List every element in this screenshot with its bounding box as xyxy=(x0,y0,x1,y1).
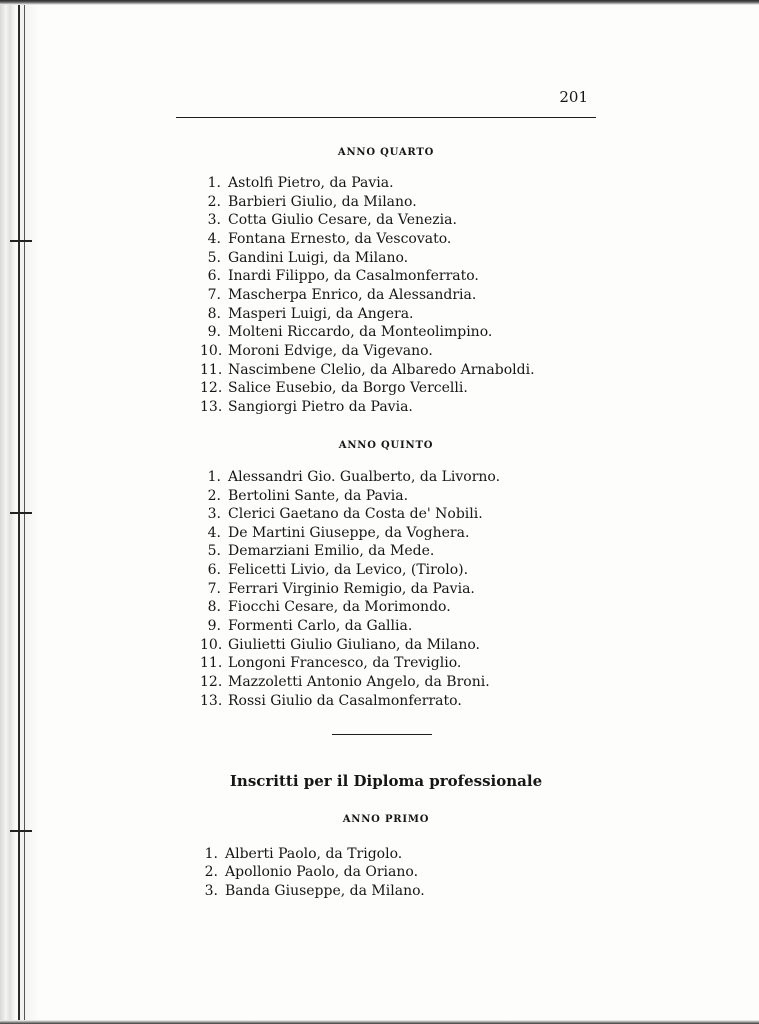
item-text: Moroni Edvige, da Vigevano. xyxy=(228,343,433,359)
item-text: Sangiorgi Pietro da Pavia. xyxy=(228,399,413,415)
item-number: 13. xyxy=(200,399,223,415)
item-text: Mazzoletti Antonio Angelo, da Broni. xyxy=(228,674,490,690)
item-number: 7. xyxy=(207,287,221,303)
item-text: Alessandri Gio. Gualberto, da Livorno. xyxy=(228,469,501,485)
item-number: 5. xyxy=(207,543,221,559)
list-item xyxy=(200,524,469,543)
list-item xyxy=(200,617,412,636)
item-number: 7. xyxy=(207,581,221,597)
list-item xyxy=(200,361,535,380)
item-number: 12. xyxy=(200,380,223,396)
item-number: 3. xyxy=(204,883,218,899)
item-text: Rossi Giulio da Casalmonferrato. xyxy=(228,693,462,709)
section-heading-anno-primo: ANNO PRIMO xyxy=(342,814,430,825)
item-number: 2. xyxy=(207,194,221,210)
list-item xyxy=(200,636,480,655)
item-number: 13. xyxy=(200,693,223,709)
item-number: 4. xyxy=(207,525,221,541)
item-number: 10. xyxy=(200,637,223,653)
item-text: Molteni Riccardo, da Monteolimpino. xyxy=(228,324,493,340)
list-item xyxy=(200,598,451,617)
list-item xyxy=(200,673,490,692)
list-item xyxy=(200,580,475,599)
list-item xyxy=(200,323,492,342)
list-item xyxy=(197,845,402,864)
item-text: Mascherpa Enrico, da Alessandria. xyxy=(228,287,477,303)
item-text: Clerici Gaetano da Costa de' Nobili. xyxy=(228,506,483,522)
list-item xyxy=(200,487,408,506)
list-item xyxy=(200,398,413,417)
page-top-edge xyxy=(0,0,759,5)
item-number: 8. xyxy=(207,599,221,615)
item-number: 4. xyxy=(207,231,221,247)
item-text: Formenti Carlo, da Gallia. xyxy=(228,618,413,634)
item-text: Ferrari Virginio Remigio, da Pavia. xyxy=(228,581,475,597)
item-text: Barbieri Giulio, da Milano. xyxy=(228,194,417,210)
item-number: 1. xyxy=(207,469,221,485)
section-heading-anno-quarto: ANNO QUARTO xyxy=(337,147,435,158)
list-item xyxy=(200,230,451,249)
list-item xyxy=(200,305,414,324)
item-number: 9. xyxy=(207,618,221,634)
item-number: 1. xyxy=(207,175,221,191)
list-item xyxy=(200,692,462,711)
item-text: De Martini Giuseppe, da Voghera. xyxy=(228,525,470,541)
item-text: Inardi Filippo, da Casalmonferrato. xyxy=(228,268,479,284)
item-number: 8. xyxy=(207,306,221,322)
item-text: Salice Eusebio, da Borgo Vercelli. xyxy=(228,380,468,396)
list-item xyxy=(200,468,500,487)
page-bottom-edge xyxy=(0,1020,759,1024)
item-text: Demarziani Emilio, da Mede. xyxy=(228,543,435,559)
item-number: 5. xyxy=(207,250,221,266)
list-item xyxy=(200,561,468,580)
item-text: Fiocchi Cesare, da Morimondo. xyxy=(228,599,451,615)
item-text: Giulietti Giulio Giuliano, da Milano. xyxy=(228,637,480,653)
item-number: 6. xyxy=(207,268,221,284)
item-number: 3. xyxy=(207,212,221,228)
item-text: Gandini Luigi, da Milano. xyxy=(228,250,409,266)
section-separator-rule xyxy=(332,734,432,735)
item-text: Felicetti Livio, da Levico, (Tirolo). xyxy=(228,562,469,578)
diploma-title: Inscritti per il Diploma professionale xyxy=(229,772,543,790)
item-text: Masperi Luigi, da Angera. xyxy=(228,306,414,322)
list-item xyxy=(200,174,394,193)
item-text: Banda Giuseppe, da Milano. xyxy=(225,883,425,899)
item-text: Fontana Ernesto, da Vescovato. xyxy=(228,231,452,247)
item-number: 1. xyxy=(204,846,218,862)
item-text: Bertolini Sante, da Pavia. xyxy=(228,488,409,504)
binding-mark xyxy=(10,512,32,514)
binding-mark xyxy=(10,240,32,242)
item-text: Apollonio Paolo, da Oriano. xyxy=(225,864,419,880)
list-item xyxy=(200,379,468,398)
item-number: 9. xyxy=(207,324,221,340)
section-heading-anno-quinto: ANNO QUINTO xyxy=(338,440,434,451)
item-text: Alberti Paolo, da Trigolo. xyxy=(225,846,403,862)
list-item xyxy=(200,542,434,561)
item-number: 3. xyxy=(207,506,221,522)
item-number: 6. xyxy=(207,562,221,578)
list-item xyxy=(197,882,425,901)
list-item xyxy=(197,863,418,882)
item-number: 2. xyxy=(207,488,221,504)
book-gutter xyxy=(0,0,40,1024)
list-item xyxy=(200,193,417,212)
list-item xyxy=(200,342,433,361)
list-item xyxy=(200,505,483,524)
binding-mark xyxy=(10,830,32,832)
item-number: 11. xyxy=(200,655,223,671)
item-text: Longoni Francesco, da Treviglio. xyxy=(228,655,462,671)
item-text: Nascimbene Clelio, da Albaredo Arnaboldi. xyxy=(228,362,535,378)
header-rule xyxy=(176,117,596,118)
page-number: 201 xyxy=(559,88,588,106)
item-number: 10. xyxy=(200,343,223,359)
list-item xyxy=(200,267,479,286)
list-item xyxy=(200,654,461,673)
list-item xyxy=(200,211,457,230)
item-number: 12. xyxy=(200,674,223,690)
item-text: Cotta Giulio Cesare, da Venezia. xyxy=(228,212,457,228)
list-item xyxy=(200,249,408,268)
item-number: 11. xyxy=(200,362,223,378)
item-number: 2. xyxy=(204,864,218,880)
item-text: Astolfi Pietro, da Pavia. xyxy=(228,175,394,191)
list-item xyxy=(200,286,476,305)
